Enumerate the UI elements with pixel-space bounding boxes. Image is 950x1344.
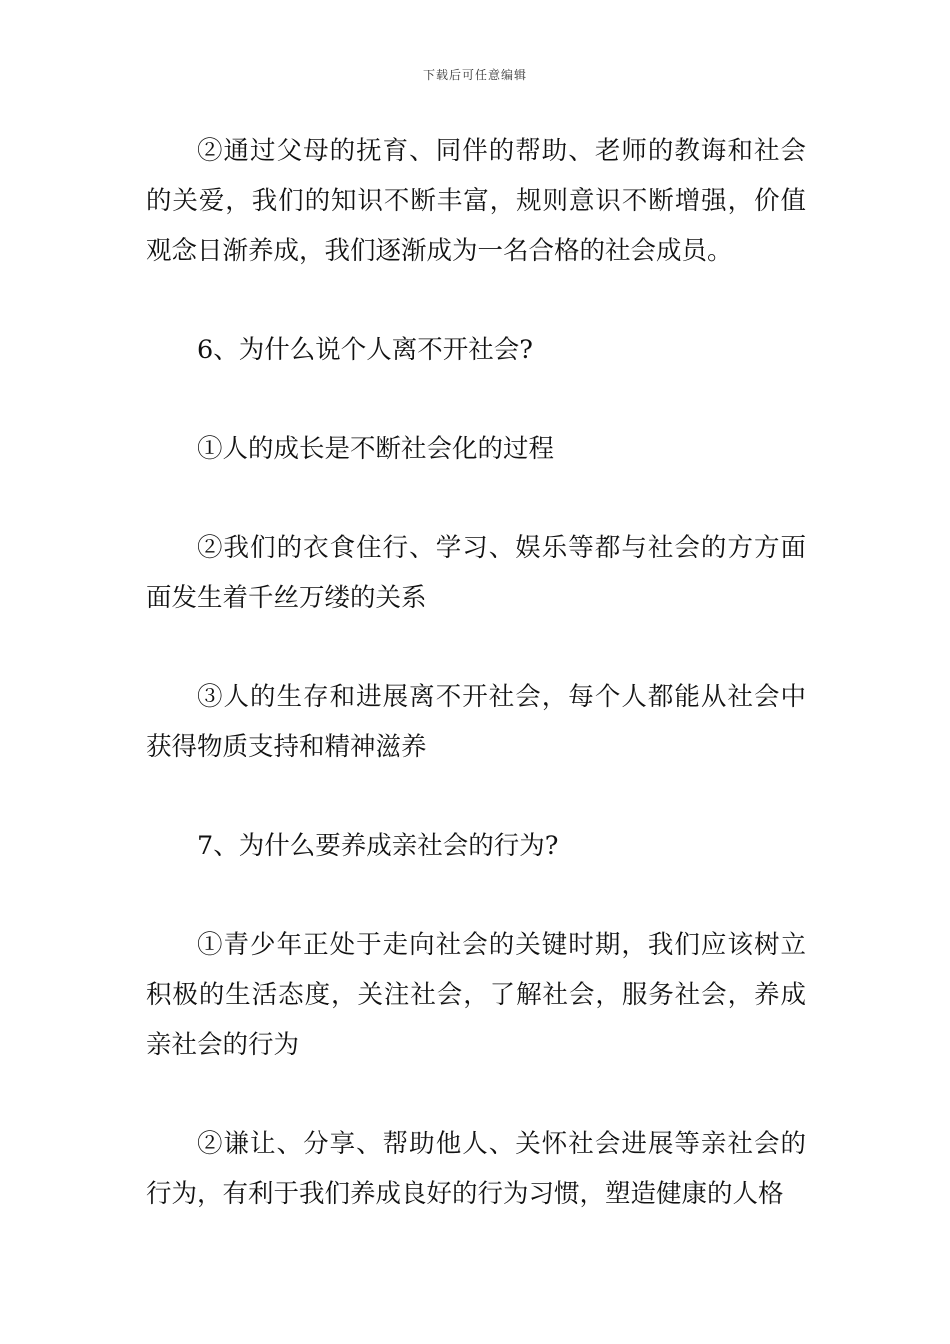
question-heading-7: 7、为什么要养成亲社会的行为? [197, 831, 559, 861]
page-header: 下载后可任意编辑 [422, 68, 527, 82]
answer-6-point-2: ②我们的衣食住行、学习、娱乐等都与社会的方方面面发生着千丝万缕的关系 [146, 533, 806, 613]
document-body [146, 126, 806, 1268]
answer-6-point-1: ①人的成长是不断社会化的过程 [197, 434, 555, 464]
answer-7-point-2: ②谦让、分享、帮助他人、关怀社会进展等亲社会的行为，有利于我们养成良好的行为习惯，塑造健康的人格 [146, 1129, 806, 1209]
answer-7-point-1: ①青少年正处于走向社会的关键时期，我们应该树立积极的生活态度，关注社会，了解社会，服务社会，养成亲社会的行为 [146, 930, 806, 1060]
question-heading-6: 6、为什么说个人离不开社会? [197, 335, 533, 365]
paragraph-socialization-growth: ②通过父母的抚育、同伴的帮助、老师的教诲和社会的关爱，我们的知识不断丰富，规则意识不断增强，价值观念日渐养成，我们逐渐成为一名合格的社会成员。 [146, 136, 806, 266]
answer-6-point-3: ③人的生存和进展离不开社会，每个人都能从社会中获得物质支持和精神滋养 [146, 682, 806, 762]
